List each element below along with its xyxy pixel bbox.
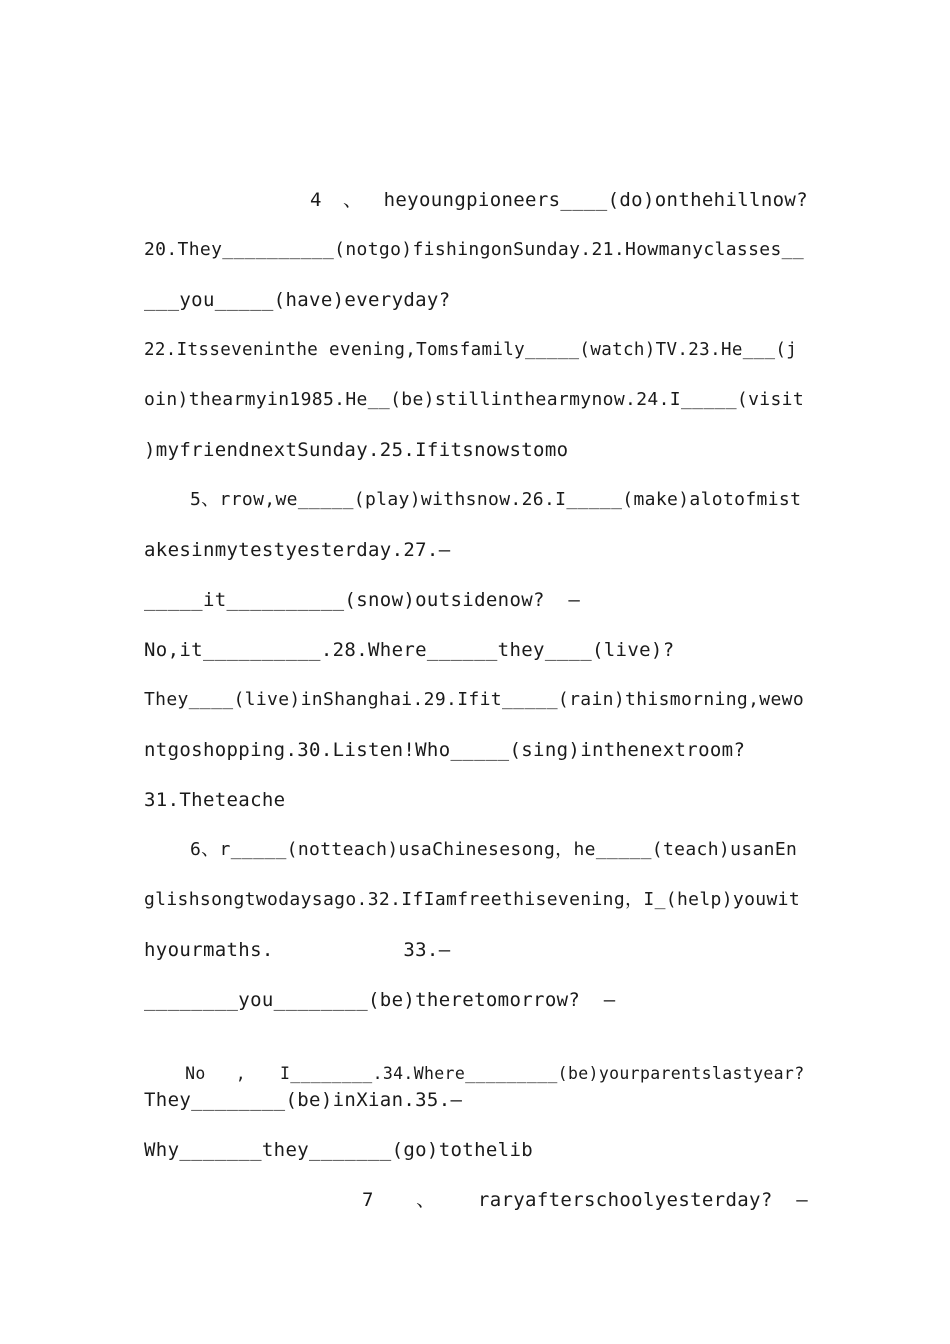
exercise-line: ___you_____(have)everyday? [144, 289, 451, 311]
exercise-line: akesinmytestyesterday.27.— [144, 539, 451, 561]
exercise-line-7 [362, 1188, 808, 1212]
exercise-line: oin)thearmyin1985.He__(be)stillinthearmynow.24.I_____(visit [144, 389, 805, 410]
exercise-line: They________(be)inXian.35.— [144, 1089, 463, 1111]
exercise-line: Why_______they_______(go)tothelib [144, 1139, 534, 1161]
exercise-line: hyourmaths. 33.— [144, 939, 451, 961]
item-number: 7 [362, 1189, 374, 1211]
exercise-line-4 [310, 188, 808, 212]
item-number: 4 [310, 189, 322, 211]
exercise-line: ntgoshopping.30.Listen!Who_____(sing)inthenextroom? [144, 739, 746, 761]
item-separator: 、 [343, 189, 363, 211]
line-text: I________.34.Where_________(be)yourparentslastyear? [280, 1064, 805, 1083]
line-text: heyoungpioneers____(do)onthehillnow? [383, 189, 808, 211]
line-text: No [185, 1064, 206, 1083]
exercise-line-6: 6、r_____(notteach)usaChinesesong，he_____(teach)usanEn [190, 839, 798, 860]
line-text: raryafterschoolyesterday? — [477, 1189, 808, 1211]
item-separator: 、 [416, 1189, 436, 1211]
exercise-line: )myfriendnextSunday.25.Ifitsnowstomo [144, 439, 569, 461]
exercise-line: No,it__________.28.Where______they____(live)? [144, 639, 675, 661]
exercise-line: ________you________(be)theretomorrow? — [144, 989, 616, 1011]
line-text: , [235, 1064, 247, 1083]
exercise-line: 20.They__________(notgo)fishingonSunday.21.Howmanyclasses__ [144, 239, 805, 260]
exercise-line: 31.Theteache [144, 789, 286, 811]
exercise-line: _____it__________(snow)outsidenow? — [144, 589, 581, 611]
exercise-line: They____(live)inShanghai.29.Ifit_____(rain)thismorning,wewo [144, 689, 805, 710]
exercise-line-5: 5、rrow,we_____(play)withsnow.26.I_____(make)alotofmist [190, 489, 802, 510]
exercise-line: 22.Itsseveninthe evening,Tomsfamily_____(watch)TV.23.He___(j [144, 340, 798, 360]
exercise-line: glishsongtwodaysago.32.IfIamfreethisevening，I_(help)youwit [144, 889, 801, 910]
